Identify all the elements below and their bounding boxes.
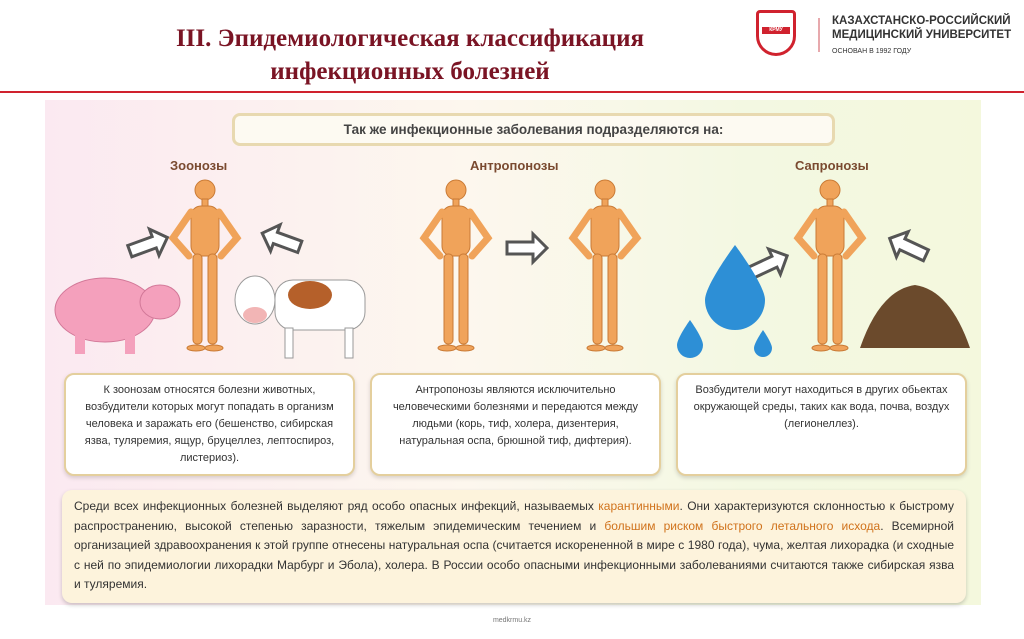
- sapronoses-description: Возбудители могут находиться в других обьектах окружающей среды, таких как вода, почва, воздух (легионеллез).: [676, 373, 967, 476]
- header-divider: [0, 91, 1024, 93]
- footer-url[interactable]: medkrmu.kz: [492, 617, 532, 624]
- shield-icon: [756, 10, 796, 56]
- university-name: [832, 14, 1011, 59]
- title-line-1: III. Эпидемиологическая классификация: [175, 25, 645, 52]
- label-anthroponoses: Антропонозы: [470, 158, 559, 173]
- founded-text: ОСНОВАН В 1992 ГОДУ: [832, 48, 912, 55]
- name-line-1: КАЗАХСТАНСКО-РОССИЙСКИЙ: [832, 15, 1011, 27]
- label-sapronoses: Сапронозы: [795, 158, 869, 173]
- anthroponosis-human-figure-2: [573, 180, 637, 351]
- sapronosis-human-figure: [798, 180, 862, 351]
- slide-title: [100, 22, 720, 88]
- name-line-2: МЕДИЦИНСКИЙ УНИВЕРСИТЕТ: [832, 29, 1012, 41]
- infographic-header: Так же инфекционные заболевания подразделяются на:: [232, 113, 835, 146]
- note-highlight: карантинными: [598, 499, 680, 513]
- logo-divider: [818, 18, 820, 52]
- pig-icon: [55, 278, 180, 354]
- university-logo: [750, 8, 1020, 56]
- logo-badge: КРМУ: [762, 27, 790, 34]
- arrow-human-to-human-icon: [507, 234, 547, 262]
- arrow-to-human-icon: [257, 220, 304, 260]
- quarantine-infections-note: [62, 490, 966, 603]
- label-zoonoses: Зоонозы: [170, 158, 228, 173]
- soil-icon: [860, 285, 970, 348]
- note-text: Среди всех инфекционных болезней выделяют ряд особо опасных инфекций, называемых: [74, 499, 599, 513]
- title-line-2: инфекционных болезней: [270, 58, 550, 85]
- anthroponosis-human-figure-1: [424, 180, 488, 351]
- anthroponoses-description: Антропонозы являются исключительно человеческими болезнями и передаются между людьми (корь, тиф, холера, дизентерия, натуральная оспа, брюшной тиф, дифтерия).: [370, 373, 661, 476]
- zoonosis-human-figure: [173, 180, 237, 351]
- note-highlight: большим риском быстрого летального исхода: [604, 518, 881, 533]
- illustration: [45, 150, 981, 370]
- cow-icon: [235, 276, 365, 358]
- zoonoses-description: К зоонозам относятся болезни животных, возбудители которых могут попадать в организм человека и заражать его (бешенство, сибирская язва, туляремия, ящур, бруцеллез, лептоспироз, листериоз).: [64, 373, 355, 476]
- arrow-to-human-icon: [125, 224, 172, 264]
- note-text: . Всемирной организацией здравоохранения к этой группе отнесены натуральная оспа (считается искорененной в мире с 1980 года), чума, желтая лихорадка (и сходные с ней по эпидемиологии лихорадки Марбург и Эбола), холера. В России особо опасными инфекционными заболеваниями считаются также сибирская язва и туляремия.: [74, 518, 954, 591]
- arrow-to-human-icon: [884, 226, 932, 268]
- note-text: . Они характеризуются склонностью к быстрому распространению, высокой степенью заразности, тяжелым эпидемическим течением и: [74, 499, 954, 533]
